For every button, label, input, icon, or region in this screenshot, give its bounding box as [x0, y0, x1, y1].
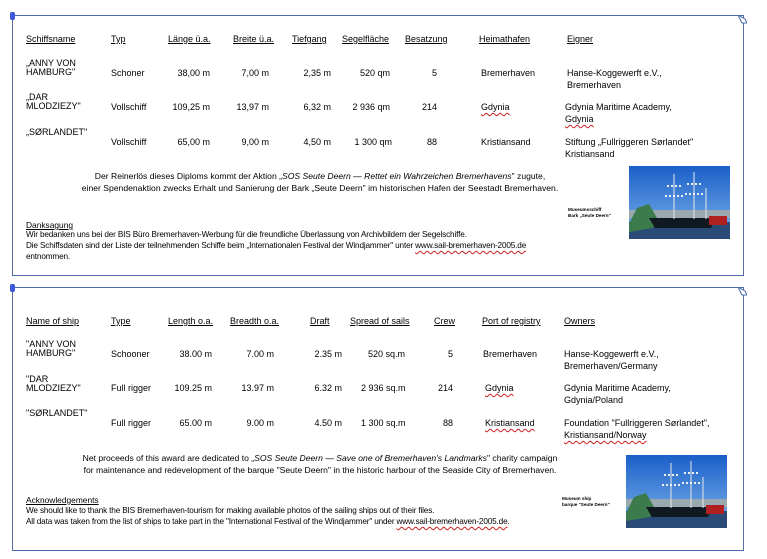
ship-owner-line2: Bremerhaven/Germany	[564, 361, 658, 371]
website-link[interactable]: www.sail-bremerhaven-2005.de	[415, 241, 527, 250]
ship-sail-area: 1 300 qm	[354, 137, 392, 147]
header-type: Type	[111, 316, 131, 326]
ship-name-line2: MLODZIEZY"	[26, 101, 81, 111]
header-segelflaeche: Segelfläche	[342, 34, 390, 44]
donation-line1-pre: Der Reinerlös dieses Diploms kommt der Aktion „	[94, 171, 282, 181]
ship-owner-line1: Hanse-Koggewerft e.V.,	[564, 349, 659, 359]
header-port-of-registry: Port of registry	[482, 316, 541, 326]
ship-name-line2: HAMBURG"	[26, 348, 76, 358]
ship-length: 38,00 m	[177, 68, 210, 78]
ship-draft: 2.35 m	[314, 349, 342, 359]
ship-length: 38.00 m	[179, 349, 212, 359]
photo-caption-line2: Bark „Seute Deern"	[568, 213, 611, 218]
ship-port: Gdynia	[481, 102, 510, 112]
ship-photo[interactable]	[626, 455, 727, 528]
ship-length: 65,00 m	[177, 137, 210, 147]
donation-line1-pre: Net proceeds of this award are dedicated to „	[82, 453, 255, 463]
ship-crew: 214	[421, 102, 437, 112]
acknowledgements-text	[26, 505, 510, 527]
ship-name-line1: "DAR	[26, 374, 49, 384]
acknowledgements-line2-text: All data was taken from the list of ships to take part in the "International Festival of the Windjammer" under	[26, 517, 397, 526]
photo-caption-line1: Museum ship	[562, 496, 592, 501]
header-draft: Draft	[310, 316, 330, 326]
acknowledgements-title: Danksagung	[26, 220, 74, 230]
header-crew: Crew	[434, 316, 456, 326]
header-schiffsname: Schiffsname	[26, 34, 76, 44]
ship-breadth: 13,97 m	[236, 102, 269, 112]
ship-type: Full rigger	[111, 418, 152, 428]
ship-breadth: 9.00 m	[246, 418, 274, 428]
ship-crew: 88	[426, 137, 437, 147]
header-name-of-ship: Name of ship	[26, 316, 80, 326]
header-breite: Breite ü.a.	[233, 34, 275, 44]
frame-corner-icon	[738, 15, 746, 23]
ship-draft: 4,50 m	[303, 137, 331, 147]
ship-port: Kristiansand	[485, 418, 535, 428]
photo-caption-line2: barque "Seute Deern"	[562, 502, 610, 507]
header-eigner: Eigner	[567, 34, 594, 44]
photo-caption	[568, 207, 611, 219]
ship-crew: 88	[442, 418, 453, 428]
ship-type: Vollschiff	[111, 137, 147, 147]
acknowledgements-line2-end: .	[507, 517, 510, 526]
header-tiefgang: Tiefgang	[292, 34, 327, 44]
ship-length: 109,25 m	[172, 102, 210, 112]
ship-owner-line1: Hanse-Koggewerft e.V.,	[567, 68, 662, 78]
ship-sail-area: 2 936 sq.m	[361, 383, 406, 393]
ship-draft: 6.32 m	[314, 383, 342, 393]
acknowledgements-line2	[26, 516, 510, 527]
ship-crew: 5	[431, 68, 437, 78]
website-link[interactable]: www.sail-bremerhaven-2005.de	[396, 517, 508, 526]
header-besatzung: Besatzung	[405, 34, 448, 44]
acknowledgements-line1: Wir bedanken uns bei der BIS Büro Bremerhaven-Werbung für die freundliche Überlassung von Archivbildern der Segelschiffe.	[26, 230, 467, 239]
acknowledgements-line2	[26, 240, 526, 251]
acknowledgements-line1: We should like to thank the BIS Bremerhaven-tourism for making available photos of the sailing ships out of their files.	[26, 506, 435, 515]
header-laenge: Länge ü.a.	[168, 34, 211, 44]
ship-crew: 214	[437, 383, 453, 393]
ship-draft: 4.50 m	[314, 418, 342, 428]
ship-draft: 2,35 m	[303, 68, 331, 78]
ship-sail-area: 1 300 sq.m	[361, 418, 406, 428]
frame-corner-icon	[738, 287, 746, 295]
campaign-title: SOS Seute Deern — Rettet ein Wahrzeichen Bremerhavens	[281, 171, 512, 181]
acknowledgements-line2-text: Die Schiffsdaten sind der Liste der teilnehmenden Schiffe beim „Internationalen Festival der Windjammer" unter	[26, 241, 416, 250]
ship-sail-area: 2 936 qm	[352, 102, 390, 112]
ship-owner-line1: Stiftung „Fullriggeren Sørlandet"	[565, 137, 694, 147]
ship-length: 65.00 m	[179, 418, 212, 428]
photo-caption	[562, 496, 610, 508]
ship-draft: 6,32 m	[303, 102, 331, 112]
ship-owner-line2: Gdynia/Poland	[564, 395, 624, 405]
ship-name-line2: MLODZIEZY"	[26, 383, 81, 393]
ship-breadth: 9,00 m	[241, 137, 269, 147]
ship-owner-line1: Gdynia Maritime Academy,	[564, 383, 671, 393]
ship-name-line1: „ANNY VON	[26, 58, 76, 68]
ship-name-line1: „SØRLANDET"	[26, 127, 88, 137]
campaign-title: SOS Seute Deern — Save one of Bremerhaven's Landmarks	[254, 453, 487, 463]
anchor-icon[interactable]	[10, 12, 15, 20]
acknowledgements-text	[26, 229, 526, 262]
ship-crew: 5	[447, 349, 453, 359]
header-typ: Typ	[111, 34, 126, 44]
ship-port: Bremerhaven	[483, 349, 538, 359]
photo-caption-line1: Museumsschiff	[568, 207, 602, 212]
donation-paragraph	[20, 170, 620, 194]
ship-photo[interactable]	[629, 166, 730, 239]
header-spread-of-sails: Spread of sails	[350, 316, 410, 326]
donation-line2: einer Spendenaktion zwecks Erhalt und Sanierung der Bark „Seute Deern" im historischen Hafen der Seestadt Bremerhaven.	[81, 183, 559, 193]
donation-line2: for maintenance and redevelopment of the barque "Seute Deern" in the historic harbour of the Seaside City of Bremerhaven.	[83, 465, 557, 475]
header-owners: Owners	[564, 316, 596, 326]
anchor-icon[interactable]	[10, 284, 15, 292]
donation-line1-post: " zugute,	[511, 171, 546, 181]
header-breadth: Breadth o.a.	[230, 316, 280, 326]
ship-port: Gdynia	[485, 383, 514, 393]
ship-owner-line2: Gdynia	[565, 114, 594, 124]
donation-line1-post: " charity campaign	[486, 453, 558, 463]
ship-port: Kristiansand	[481, 137, 531, 147]
header-heimathafen: Heimathafen	[479, 34, 531, 44]
acknowledgements-title: Acknowledgements	[26, 495, 99, 505]
ship-breadth: 7,00 m	[241, 68, 269, 78]
ship-owner-line2: Bremerhaven	[567, 80, 622, 90]
ship-owner-line1: Gdynia Maritime Academy,	[565, 102, 672, 112]
ship-length: 109.25 m	[174, 383, 212, 393]
ship-sail-area: 520 qm	[359, 68, 390, 78]
ship-sail-area	[368, 349, 405, 360]
ship-type: Full rigger	[111, 383, 152, 393]
ship-type: Schoner	[111, 68, 145, 78]
ship-name-line1: „DAR	[26, 92, 48, 102]
donation-line1	[20, 170, 620, 182]
ship-owner-line2: Kristiansand	[565, 149, 615, 159]
ship-name-line2: HAMBURG"	[26, 67, 76, 77]
ship-type: Vollschiff	[111, 102, 147, 112]
ship-breadth: 7.00 m	[246, 349, 274, 359]
header-length: Length o.a.	[168, 316, 214, 326]
donation-paragraph	[20, 452, 620, 476]
ship-sail-area-value: 520 sq.m	[368, 349, 406, 359]
acknowledgements-line3: entnommen.	[26, 252, 71, 261]
ship-name-line1: "SØRLANDET"	[26, 408, 88, 418]
ship-type: Schooner	[111, 349, 150, 359]
ship-owner-line2: Kristiansand/Norway	[564, 430, 647, 440]
donation-line1	[20, 452, 620, 464]
ship-name-line1: "ANNY VON	[26, 339, 77, 349]
ship-breadth: 13.97 m	[241, 383, 274, 393]
ship-port: Bremerhaven	[481, 68, 536, 78]
ship-owner-line1: Foundation "Fullriggeren Sørlandet",	[564, 418, 710, 428]
